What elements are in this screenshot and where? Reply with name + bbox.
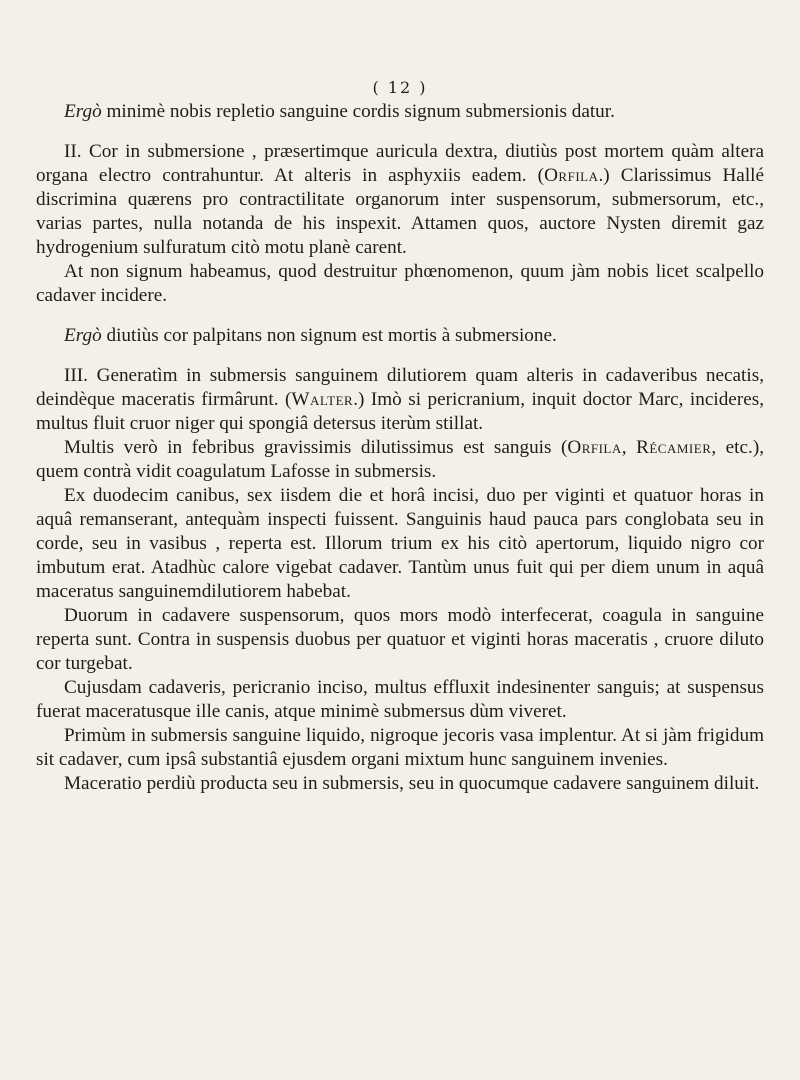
text-segment: Primùm in submersis sanguine liquido, nigroque jecoris vasa implentur. At si jàm frigidum sit cadaver, cum ipsâ substantiâ ejusdem organi mixtum hunc sanguinem invenies. — [36, 725, 764, 770]
text-segment: Multis verò in febribus gravissimis dilutissimus est sanguis ( — [64, 437, 568, 458]
text-segment: II. Cor in submersione , præsertimque auricula dextra, diutiùs post mortem quàm altera organa electro contrahuntur. At alteris in asphyxiis eadem. ( — [36, 141, 764, 186]
text-segment: Cujusdam cadaveris, pericranio inciso, multus effluxit indesinenter sanguis; at suspensus fuerat maceratusque ille canis, atque minimè submersus dùm viveret. — [36, 677, 764, 722]
paragraph-maceratio — [36, 772, 764, 796]
text-segment: diutiùs cor palpitans non signum est mortis à submersione. — [101, 325, 557, 346]
italic-ergo: Ergò — [64, 101, 102, 122]
paragraph-febribus — [36, 436, 764, 484]
page-number: ( 12 ) — [372, 78, 428, 97]
author-citation: Récamier — [636, 437, 712, 458]
text-segment: .) Clarissimus Hallé discrimina quærens pro contractilitate organorum inter suspensorum, submersorum, etc., varias partes, nulla notanda de his inspexit. Attamen quos, auctore Nysten diremit gaz hydrogenium sulfuratum citò motu planè carent. — [36, 165, 764, 258]
paragraph-conclusion-2 — [36, 324, 764, 348]
italic-ergo: Ergò — [64, 325, 102, 346]
paragraph-signum — [36, 260, 764, 308]
author-citation: Orfila — [567, 437, 622, 458]
text-segment: At non signum habeamus, quod destruitur phœnomenon, quum jàm nobis licet scalpello cadaver incidere. — [36, 261, 764, 306]
author-citation: Orfila — [544, 165, 599, 186]
paragraph-cadaveris — [36, 676, 764, 724]
text-segment: .) Imò si pericranium, inquit doctor Marc, incideres, multus fluit cruor niger qui spongiâ detersus iterùm stillat. — [36, 389, 764, 434]
paragraph-section-ii — [36, 140, 764, 260]
author-citation: Walter — [291, 389, 354, 410]
paragraph-jecoris — [36, 724, 764, 772]
text-segment: Duorum in cadavere suspensorum, quos mors modò interfecerat, coagula in sanguine reperta sunt. Contra in suspensis duobus per quatuor et viginti horas maceratis , cruore diluto cor turgebat. — [36, 605, 764, 674]
text-segment: , — [621, 437, 637, 458]
paragraph-section-iii — [36, 364, 764, 436]
text-segment: minimè nobis repletio sanguine cordis signum submersionis datur. — [101, 101, 615, 122]
text-segment: , etc.), quem contrà vidit coagulatum Lafosse in submersis. — [36, 437, 765, 482]
paragraph-canibus — [36, 484, 764, 604]
text-segment: Ex duodecim canibus, sex iisdem die et horâ incisi, duo per viginti et quatuor horas in aquâ remanserant, antequàm inspecti fuissent. Sanguinis haud pauca pars conglobata seu in corde, seu in vasibus , reperta est. Illorum trium ex his citò apertorum, liquido nigro cor imbutum erat. Atadhùc calore vigebat cadaver. Tantùm unus fuit qui per diem unum in aquâ maceratus sanguinemdilutiorem habebat. — [36, 485, 764, 602]
paragraph-suspensorum — [36, 604, 764, 676]
paragraph-conclusion-1 — [36, 100, 764, 124]
text-segment: Maceratio perdiù producta seu in submersis, seu in quocumque cadavere sanguinem diluit. — [64, 773, 760, 794]
text-segment: III. Generatìm in submersis sanguinem dilutiorem quam alteris in cadaveribus necatis, deindèque maceratis firmârunt. ( — [36, 365, 764, 410]
body-text — [36, 100, 764, 796]
